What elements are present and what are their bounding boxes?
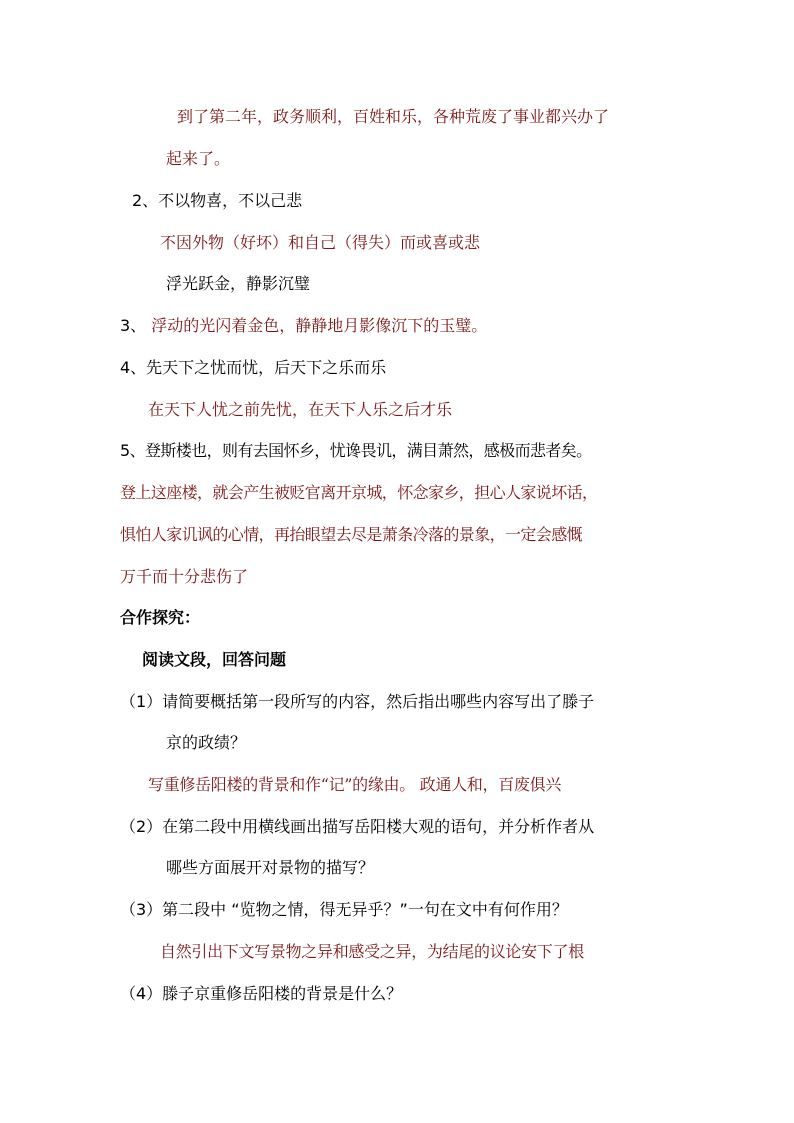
answer-line: 万千而十分悲伤了 — [120, 567, 249, 586]
answer-line: 在天下人忧之前先忧，在天下人乐之后才乐 — [148, 400, 453, 419]
section-heading: 合作探究： — [120, 608, 201, 627]
answer-line: 到了第二年，政务顺利，百姓和乐，各种荒废了事业都兴办了 — [177, 107, 610, 126]
question-line: 哪些方面展开对景物的描写？ — [166, 858, 375, 877]
question-line: （2）在第二段中用横线画出描写岳阳楼大观的语句，并分析作者从 — [120, 817, 595, 836]
item-number: 3、 — [120, 316, 147, 335]
section-subheading: 阅读文段，回答问题 — [142, 650, 287, 669]
question-line: 2、不以物喜，不以己悲 — [132, 191, 303, 210]
question-line: 浮光跃金，静影沉璧 — [166, 274, 311, 293]
question-line: 4、先天下之忧而忧，后天下之乐而乐 — [120, 358, 387, 377]
question-line: （4）滕子京重修岳阳楼的背景是什么？ — [120, 984, 403, 1003]
answer-line: 惧怕人家讥讽的心情，再抬眼望去尽是萧条冷落的景象，一定会感慨 — [120, 525, 583, 544]
question-line: （1）请简要概括第一段所写的内容，然后指出哪些内容写出了滕子 — [120, 692, 595, 711]
numbered-answer-line — [120, 315, 487, 337]
answer-line: 起来了。 — [166, 149, 231, 168]
answer-line: 不因外物（好坏）和自己（得失）而或喜或悲 — [160, 233, 481, 252]
answer-text: 浮动的光闪着金色，静静地月影像沉下的玉璧。 — [146, 316, 488, 335]
answer-line: 登上这座楼，就会产生被贬官离开京城，怀念家乡，担心人家说坏话， — [120, 483, 598, 502]
answer-line: 写重修岳阳楼的背景和作“记”的缘由。 政通人和，百废俱兴 — [148, 775, 562, 794]
question-line: 京的政绩？ — [166, 733, 247, 752]
question-line: 5、登斯楼也，则有去国怀乡，忧谗畏讥，满目萧然，感极而悲者矣。 — [120, 441, 592, 460]
answer-line: 自然引出下文写景物之异和感受之异，为结尾的议论安下了根 — [160, 942, 584, 961]
question-line: （3）第二段中 “览物之情，得无异乎？”一句在文中有何作用？ — [120, 900, 568, 919]
